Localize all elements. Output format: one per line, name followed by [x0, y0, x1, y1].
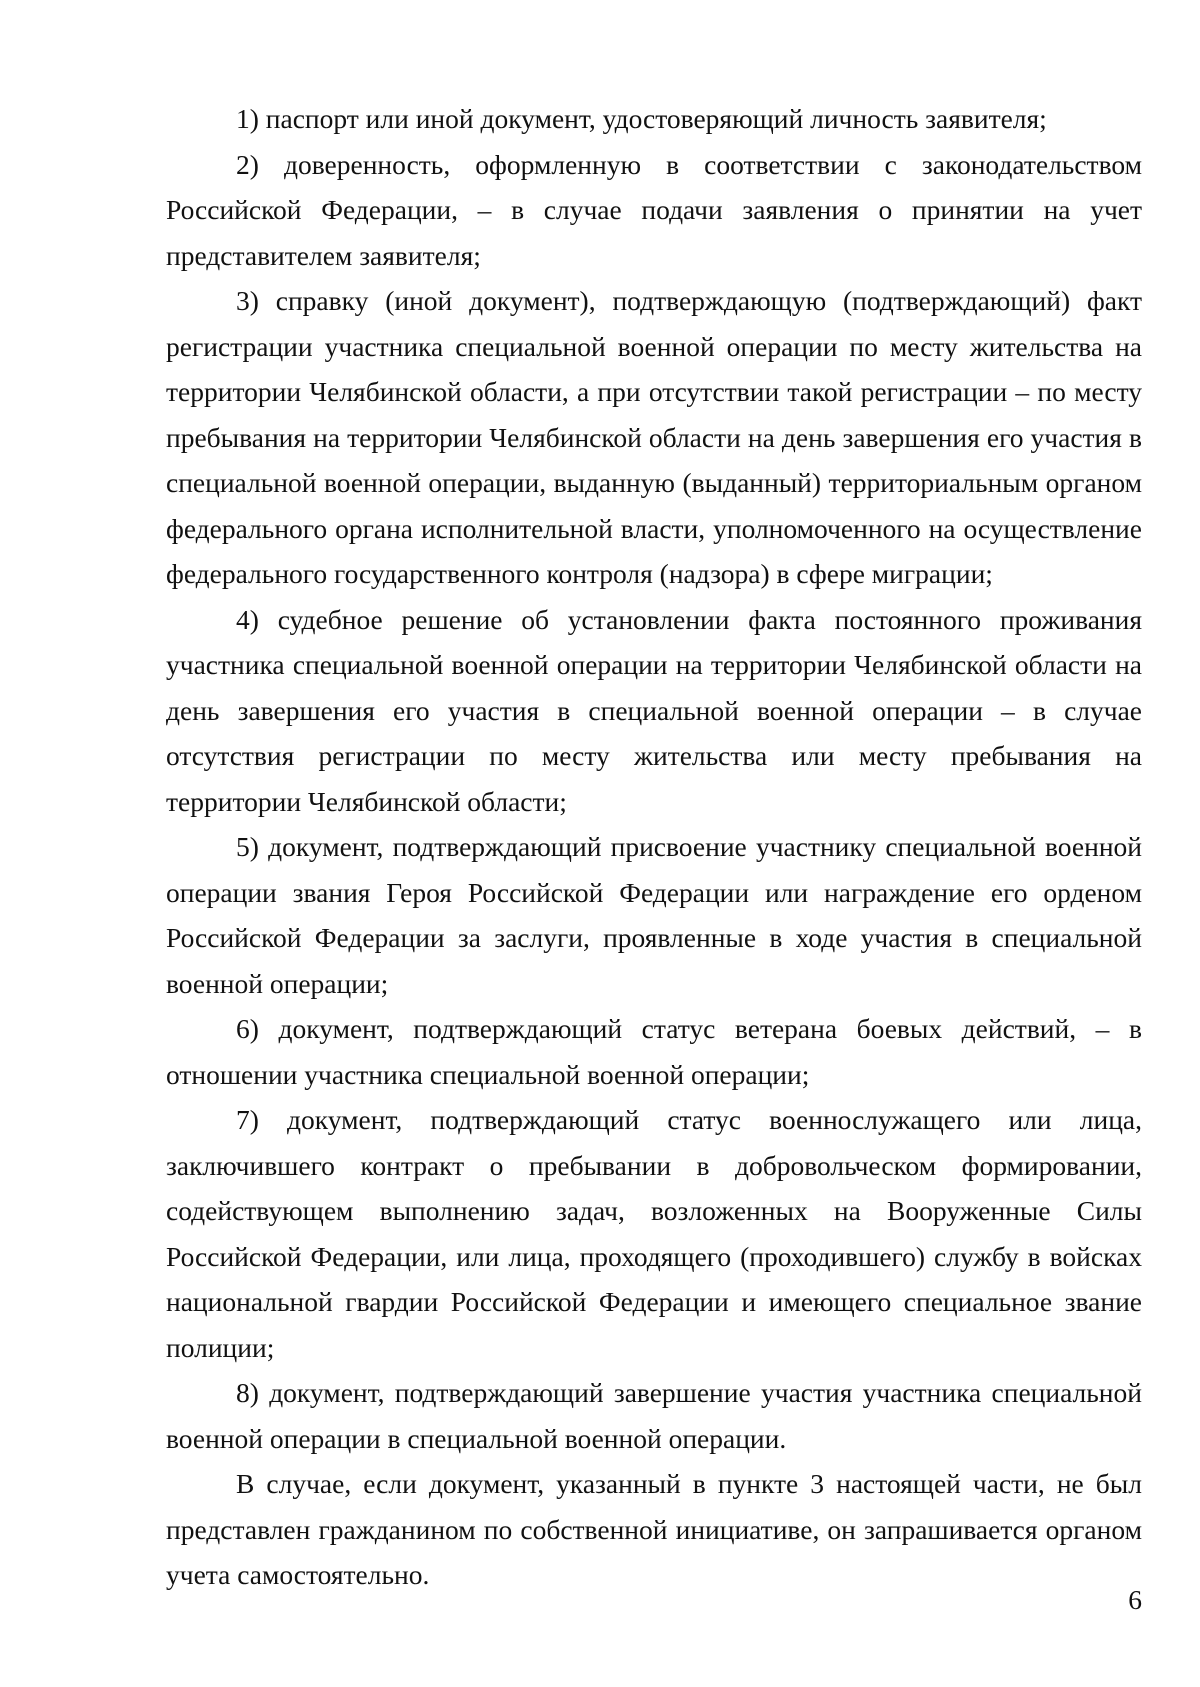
closing-paragraph: В случае, если документ, указанный в пункте 3 настоящей части, не был представлен гражданином по собственной инициативе, он запрашивается органом учета самостоятельно. — [166, 1468, 1142, 1590]
page-number: 6 — [1128, 1584, 1142, 1615]
list-item-5-hero-award-document: 5) документ, подтверждающий присвоение участнику специальной военной операции звания Героя Российской Федерации или награждение его орденом Российской Федерации за заслуги, проявленные в ходе участия в специальной военной операции; — [166, 831, 1142, 999]
list-item-3-registration-certificate: 3) справку (иной документ), подтверждающую (подтверждающий) факт регистрации участника специальной военной операции по месту жительства на территории Челябинской области, а при отсутствии такой регистрации – по месту пребывания на территории Челябинской области на день завершения его участия в специальной военной операции, выданную (выданный) территориальным органом федерального органа исполнительной власти, уполномоченного на осуществление федерального государственного контроля (надзора) в сфере миграции; — [166, 285, 1142, 589]
document-body — [166, 96, 1142, 1598]
list-item-4-court-decision: 4) судебное решение об установлении факта постоянного проживания участника специальной военной операции на территории Челябинской области на день завершения его участия в специальной военной операции – в случае отсутствия регистрации по месту жительства или месту пребывания на территории Челябинской области; — [166, 603, 1142, 817]
list-item-8-completion-document: 8) документ, подтверждающий завершение участия участника специальной военной операции в специальной военной операции. — [166, 1377, 1142, 1454]
list-item-6-veteran-status: 6) документ, подтверждающий статус ветерана боевых действий, – в отношении участника специальной военной операции; — [166, 1013, 1142, 1090]
list-item-2-power-of-attorney: 2) доверенность, оформленную в соответствии с законодательством Российской Федерации, – в случае подачи заявления о принятии на учет представителем заявителя; — [166, 148, 1142, 271]
list-item-7-service-status: 7) документ, подтверждающий статус военнослужащего или лица, заключившего контракт о пребывании в добровольческом формировании, содействующем выполнению задач, возложенных на Вооруженные Силы Российской Федерации, или лица, проходящего (проходившего) службу в войсках национальной гвардии Российской Федерации и имеющего специальное звание полиции; — [166, 1104, 1142, 1363]
list-item-1-passport: 1) паспорт или иной документ, удостоверяющий личность заявителя; — [236, 103, 1047, 134]
